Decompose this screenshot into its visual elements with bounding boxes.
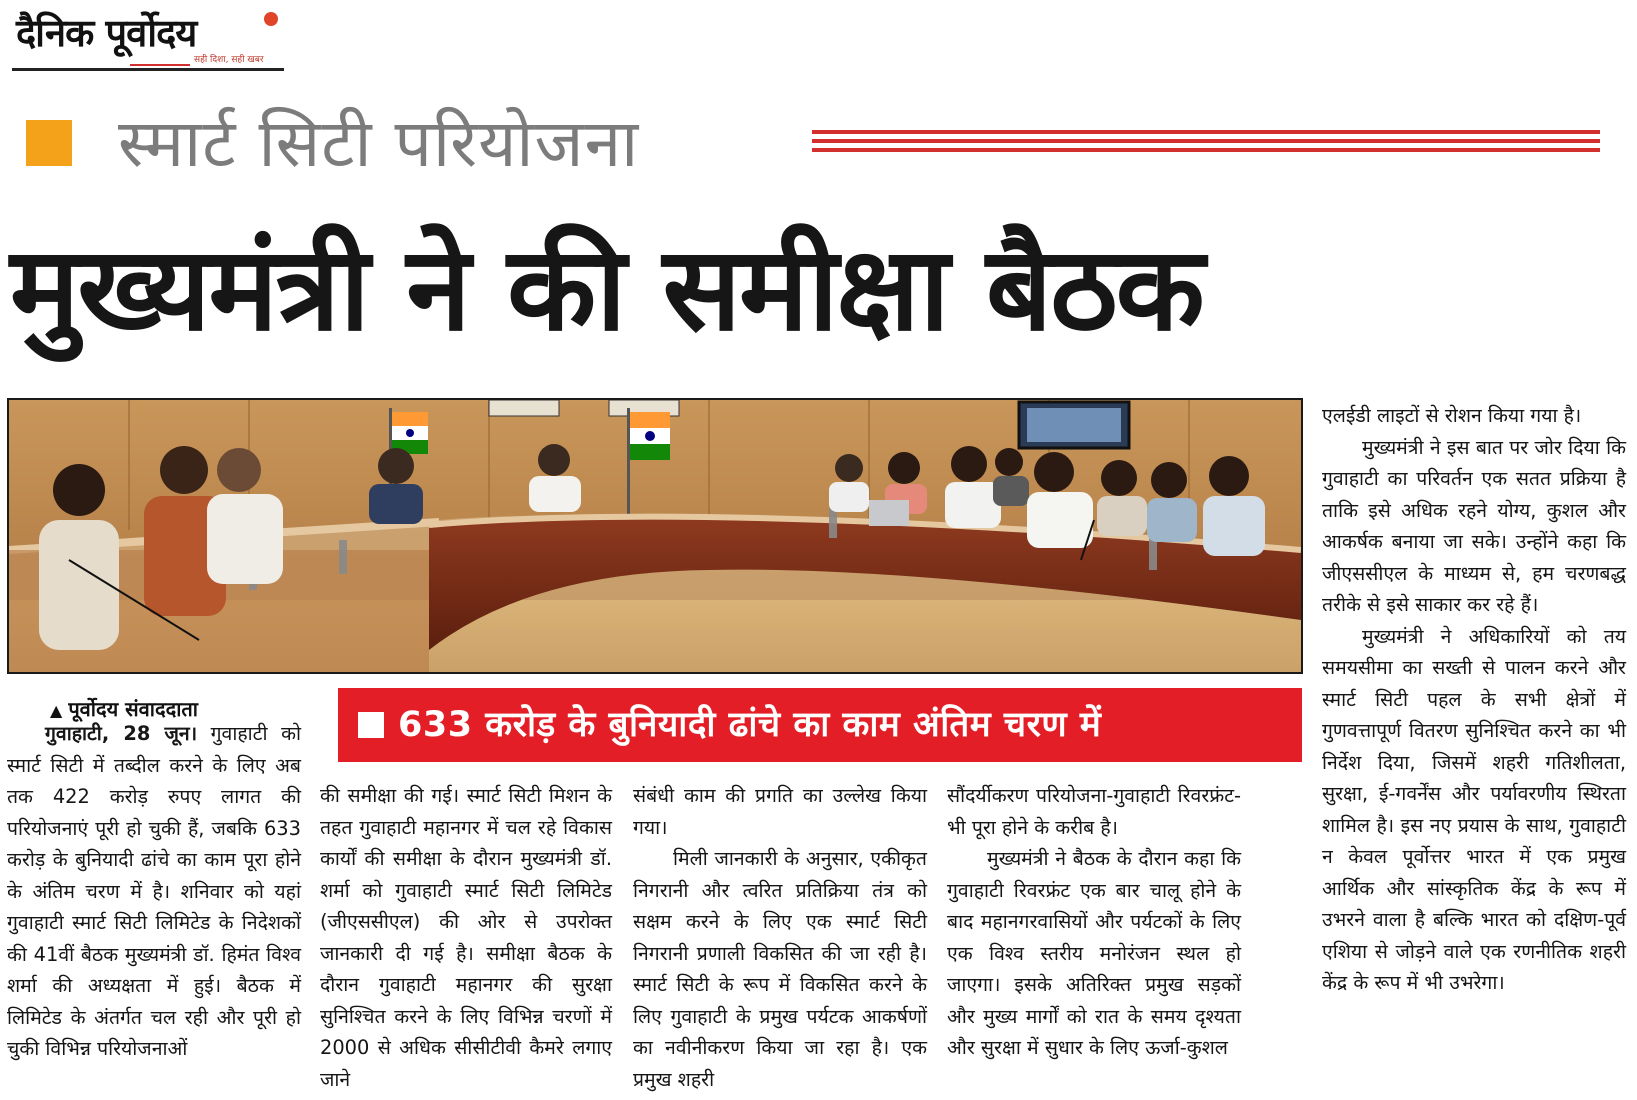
article-col2-text: की समीक्षा की गई। स्मार्ट सिटी मिशन के तहत गुवाहाटी महानगर में चल रहे विकास कार्यों की समीक्षा के दौरान मुख्यमंत्री डॉ. शर्मा को गुवाहाटी स्मार्ट सिटी लिमिटेड (जीएससीएल) की ओर से उपरोक्त जानकारी दी गई है। समीक्षा बैठक के दौरान गुवाहाटी महानगर की सुरक्षा सुनिश्चित करने के लिए विभिन्न चरणों में 2000 से अधिक सीसीटीवी कैमरे लगाए जाने	[320, 784, 612, 1091]
subheadline-text: 633 करोड़ के बुनियादी ढांचे का काम अंतिम चरण में	[398, 705, 1102, 745]
article-column-1	[7, 718, 301, 1065]
section-square-icon	[26, 120, 72, 166]
article-col4-para1: सौंदर्यीकरण परियोजना-गुवाहाटी रिवरफ्रंट-भी पूरा होने के करीब है।	[947, 784, 1241, 839]
masthead-logo-dot-icon	[264, 12, 278, 26]
article-col3-para1: संबंधी काम की प्रगति का उल्लेख किया गया।	[633, 784, 927, 839]
article-col5-para3: मुख्यमंत्री ने अधिकारियों को तय समयसीमा का सख्ती से पालन करने और स्मार्ट सिटी पहल के सभी क्षेत्रों में गुणवत्तापूर्ण वितरण सुनिश्चित करने का भी निर्देश दिया, जिसमें शहरी गतिशीलता, सुरक्षा, ई-गवर्नेंस और पर्यावरणीय स्थिरता शामिल है। इस नए प्रयास के साथ, गुवाहाटी न केवल पूर्वोत्तर भारत में एक प्रमुख आर्थिक और सांस्कृतिक केंद्र के रूप में उभरने वाला है बल्कि भारत को दक्षिण-पूर्व एशिया से जोड़ने वाले एक रणनीतिक शहरी केंद्र के रूप में भी उभरेगा।	[1322, 624, 1626, 994]
section-title: स्मार्ट सिटी परियोजना	[118, 105, 640, 182]
article-col5-para2: मुख्यमंत्री ने इस बात पर जोर दिया कि गुवाहाटी का परिवर्तन एक सतत प्रक्रिया है ताकि इसे अधिक रहने योग्य, कुशल और आकर्षक बनाया जा सके। उन्होंने कहा कि जीएससीएल के माध्यम से, हम चरणबद्ध तरीके से इसे साकार कर रहे हैं।	[1322, 435, 1626, 616]
section-header	[0, 92, 1637, 182]
byline-triangle-icon: ▲	[50, 701, 63, 720]
masthead-rule	[12, 68, 284, 71]
article-col3-para2: मिली जानकारी के अनुसार, एकीकृत निगरानी और त्वरित प्रतिक्रिया तंत्र को सक्षम करने के लिए एक स्मार्ट सिटी निगरानी प्रणाली विकसित की जा रही है। स्मार्ट सिटी के रूप में विकसित करने के लिए गुवाहाटी के प्रमुख पर्यटक आकर्षणों का नवीनीकरण किया जा रहा है। एक प्रमुख शहरी	[633, 847, 927, 1091]
article-col1-text: गुवाहाटी को स्मार्ट सिटी में तब्दील करने के लिए अब तक 422 करोड़ रुपए लागत की परियोजनाएं पूरी हो चुकी हैं, जबकि 633 करोड़ के बुनियादी ढांचे का काम पूरा होने के अंतिम चरण में है। शनिवार को यहां गुवाहाटी स्मार्ट सिटी लिमिटेड के निदेशकों की 41वीं बैठक मुख्यमंत्री डॉ. हिमंत विश्व शर्मा की अध्यक्षता में हुई। बैठक में लिमिटेड के अंतर्गत चल रही और पूरी हो चुकी विभिन्न परियोजनाओं	[7, 722, 301, 1060]
article-dateline: गुवाहाटी, 28 जून।	[45, 722, 198, 745]
meeting-photo	[7, 398, 1303, 674]
masthead-accent-rule	[130, 64, 190, 66]
subhead-square-icon	[358, 712, 384, 738]
masthead-tagline: सही दिशा, सही खबर	[194, 55, 264, 65]
section-divider-lines	[812, 130, 1600, 154]
article-col4-para2: मुख्यमंत्री ने बैठक के दौरान कहा कि गुवाहाटी रिवरफ्रंट एक बार चालू होने के बाद महानगरवासियों और पर्यटकों के लिए एक विश्व स्तरीय मनोरंजन स्थल हो जाएगा। इसके अतिरिक्त प्रमुख सड़कों और मुख्य मार्गों को रात के समय दृश्यता और सुरक्षा में सुधार के लिए ऊर्जा-कुशल	[947, 847, 1241, 1059]
article-col5-para1: एलईडी लाइटों से रोशन किया गया है।	[1322, 404, 1582, 427]
article-column-2	[320, 780, 612, 1095]
main-headline: मुख्यमंत्री ने की समीक्षा बैठक	[10, 222, 1203, 357]
article-column-5	[1322, 400, 1626, 999]
article-column-4	[947, 780, 1241, 1064]
byline-reporter: पूर्वोदय संवाददाता	[68, 697, 198, 721]
masthead-name: दैनिक पूर्वोदय	[16, 11, 197, 55]
subheadline-banner	[338, 688, 1302, 762]
article-column-3	[633, 780, 927, 1095]
newspaper-masthead	[12, 6, 284, 72]
